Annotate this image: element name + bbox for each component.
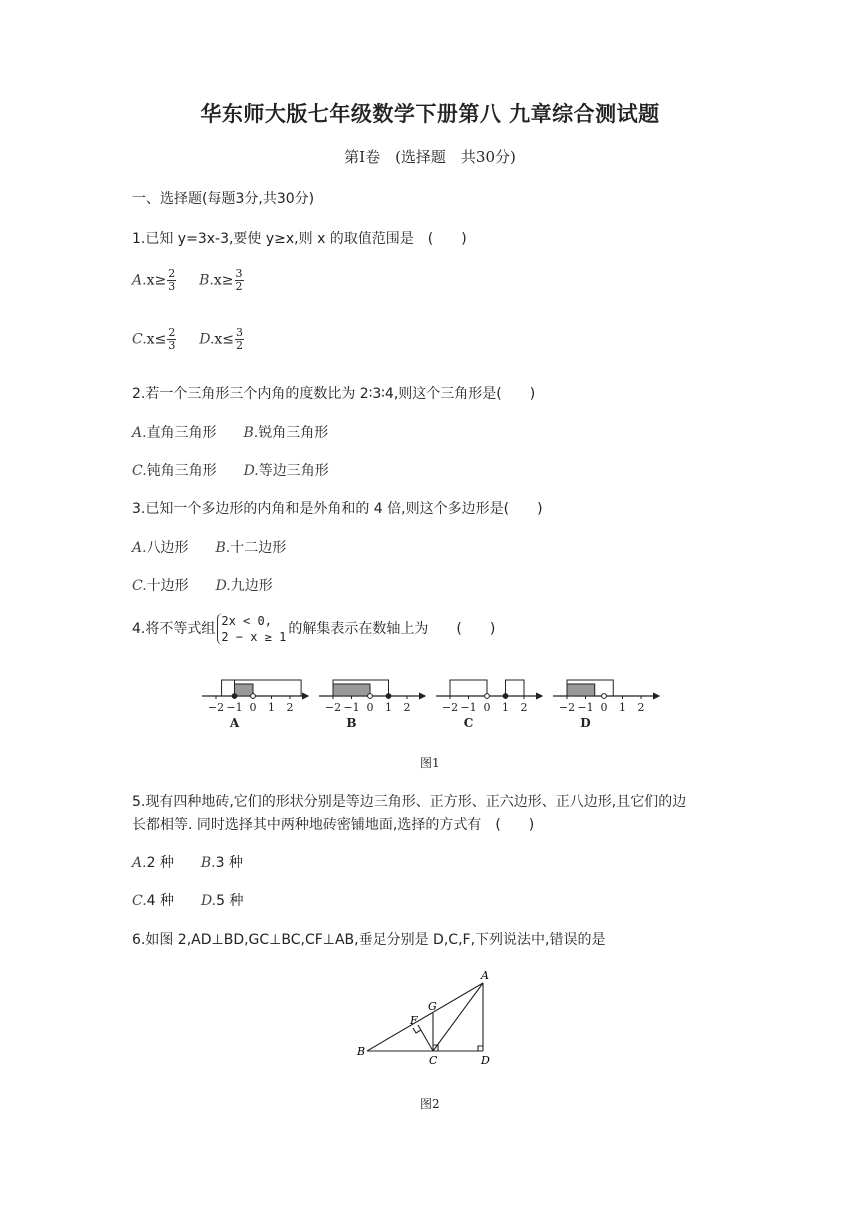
question-1-options-cd [132,327,244,352]
option-a-label: A. [132,855,147,871]
question-1-options-ab [132,268,244,293]
option-d-label: D. [199,331,215,348]
option-a-fraction: $\frac{2}{3}$ [168,267,176,293]
tick-label: −1 [460,701,477,714]
number-line-b [319,680,425,730]
option-label: C [463,716,474,730]
inequality-system [217,613,286,645]
option-d-fraction: $\frac{3}{2}$ [236,326,244,352]
tick-label: 1 [619,701,626,714]
question-5-stem-line-1: 5.现有四种地砖,它们的形状分别是等边三角形、正方形、正六边形、正八边形,且它们的边 [132,794,687,810]
right-angle-d [478,1046,483,1051]
point-label-d: D [481,1054,490,1067]
page-subtitle: 第Ⅰ卷 (选择题 共30分) [344,148,516,166]
question-2-options-ab [132,422,328,442]
number-line-figure [196,664,668,738]
option-d-text: 九边形 [230,578,273,594]
option-b-fraction: $\frac{3}{2}$ [235,267,243,293]
option-a-label: A. [132,425,147,441]
option-c-fraction: $\frac{2}{3}$ [168,326,176,352]
tick-label: 1 [502,701,509,714]
option-c-text: x≤ [146,331,167,348]
question-3-stem: 3.已知一个多边形的内角和是外角和的 4 倍,则这个多边形是( ) [132,501,543,517]
question-6-stem: 6.如图 2,AD⊥BD,GC⊥BC,CF⊥AB,垂足分别是 D,C,F,下列说法中,错误的是 [132,932,606,948]
option-b-text: 锐角三角形 [258,425,329,441]
question-3-options-ab [132,537,286,557]
tick-label: 0 [249,701,257,714]
question-2-stem: 2.若一个三角形三个内角的度数比为 2∶3∶4,则这个三角形是( ) [132,386,536,402]
point-label-c: C [429,1054,438,1067]
point-label-a: A [481,969,489,982]
tick-label: 2 [286,701,294,714]
option-label: A [229,716,240,730]
tick-label: 0 [366,701,374,714]
inequality-2: 2 − x ≥ 1 [221,630,287,644]
tick-label: 1 [385,701,392,714]
question-4-stem [132,613,495,645]
option-c-label: C. [132,893,147,909]
point-label-f: F [410,1014,418,1027]
option-c-label: C. [132,463,147,479]
question-3-options-cd [132,575,273,595]
tick-label: −2 [558,701,576,714]
tick-label: 2 [403,701,411,714]
figure-2-caption: 图2 [420,1097,440,1111]
option-a-label: A. [132,272,147,289]
segment-ac [433,983,483,1051]
segment-ab [367,983,483,1051]
tick-label: −2 [324,701,342,714]
tick-label: 2 [637,701,645,714]
option-a-text: x≥ [146,272,167,289]
option-label: D [580,716,591,730]
option-d-label: D. [215,578,231,594]
option-b-label: B. [199,272,214,289]
question-5-options-cd [132,890,243,910]
page-title: 华东师大版七年级数学下册第八 九章综合测试题 [200,102,660,126]
option-d-label: D. [243,463,259,479]
question-5-stem-line-2: 长都相等. 同时选择其中两种地砖密铺地面,选择的方式有 ( ) [132,817,535,833]
option-label: B [346,716,357,730]
tick-label: −1 [577,701,594,714]
option-d-text: 5 种 [216,893,244,909]
option-c-text: 钝角三角形 [146,463,217,479]
tick-label: 2 [520,701,528,714]
option-a-text: 直角三角形 [146,425,217,441]
option-c-label: C. [132,331,147,348]
figure-1-caption: 图1 [420,756,440,770]
option-c-text: 十边形 [146,578,189,594]
tick-label: −2 [207,701,225,714]
segment-cf [418,1025,433,1051]
question-5-options-ab [132,852,243,872]
option-d-text: 等边三角形 [258,463,329,479]
option-b-text: 十二边形 [230,540,287,556]
triangle-figure [355,965,505,1070]
inequality-1: 2x < 0, [221,614,272,628]
question-1-stem: 1.已知 y=3x-3,要使 y≥x,则 x 的取值范围是 ( ) [132,231,467,247]
tick-label: −1 [343,701,360,714]
option-d-label: D. [200,893,217,909]
question-4-stem-post: 的解集表示在数轴上为 ( ) [288,621,496,637]
option-c-label: C. [132,578,147,594]
tick-label: 1 [268,701,275,714]
point-label-b: B [357,1045,366,1058]
option-a-text: 2 种 [146,855,174,871]
option-b-label: B. [215,540,231,556]
tick-label: −2 [441,701,459,714]
question-4-stem-pre: 4.将不等式组 [132,621,216,637]
number-line-c [436,680,542,730]
option-a-text: 八边形 [146,540,189,556]
question-2-options-cd [132,460,329,480]
tick-label: 0 [600,701,608,714]
number-line-d [553,680,659,730]
option-b-text: 3 种 [215,855,243,871]
section-heading: 一、选择题(每题3分,共30分) [132,191,315,207]
option-d-text: x≤ [214,331,235,348]
number-line-a [202,680,308,730]
option-c-text: 4 种 [146,893,175,909]
option-b-label: B. [243,425,259,441]
tick-label: 0 [483,701,491,714]
tick-label: −1 [226,701,243,714]
point-label-g: G [428,1000,437,1013]
option-b-text: x≥ [213,272,234,289]
option-b-label: B. [200,855,216,871]
option-a-label: A. [132,540,147,556]
